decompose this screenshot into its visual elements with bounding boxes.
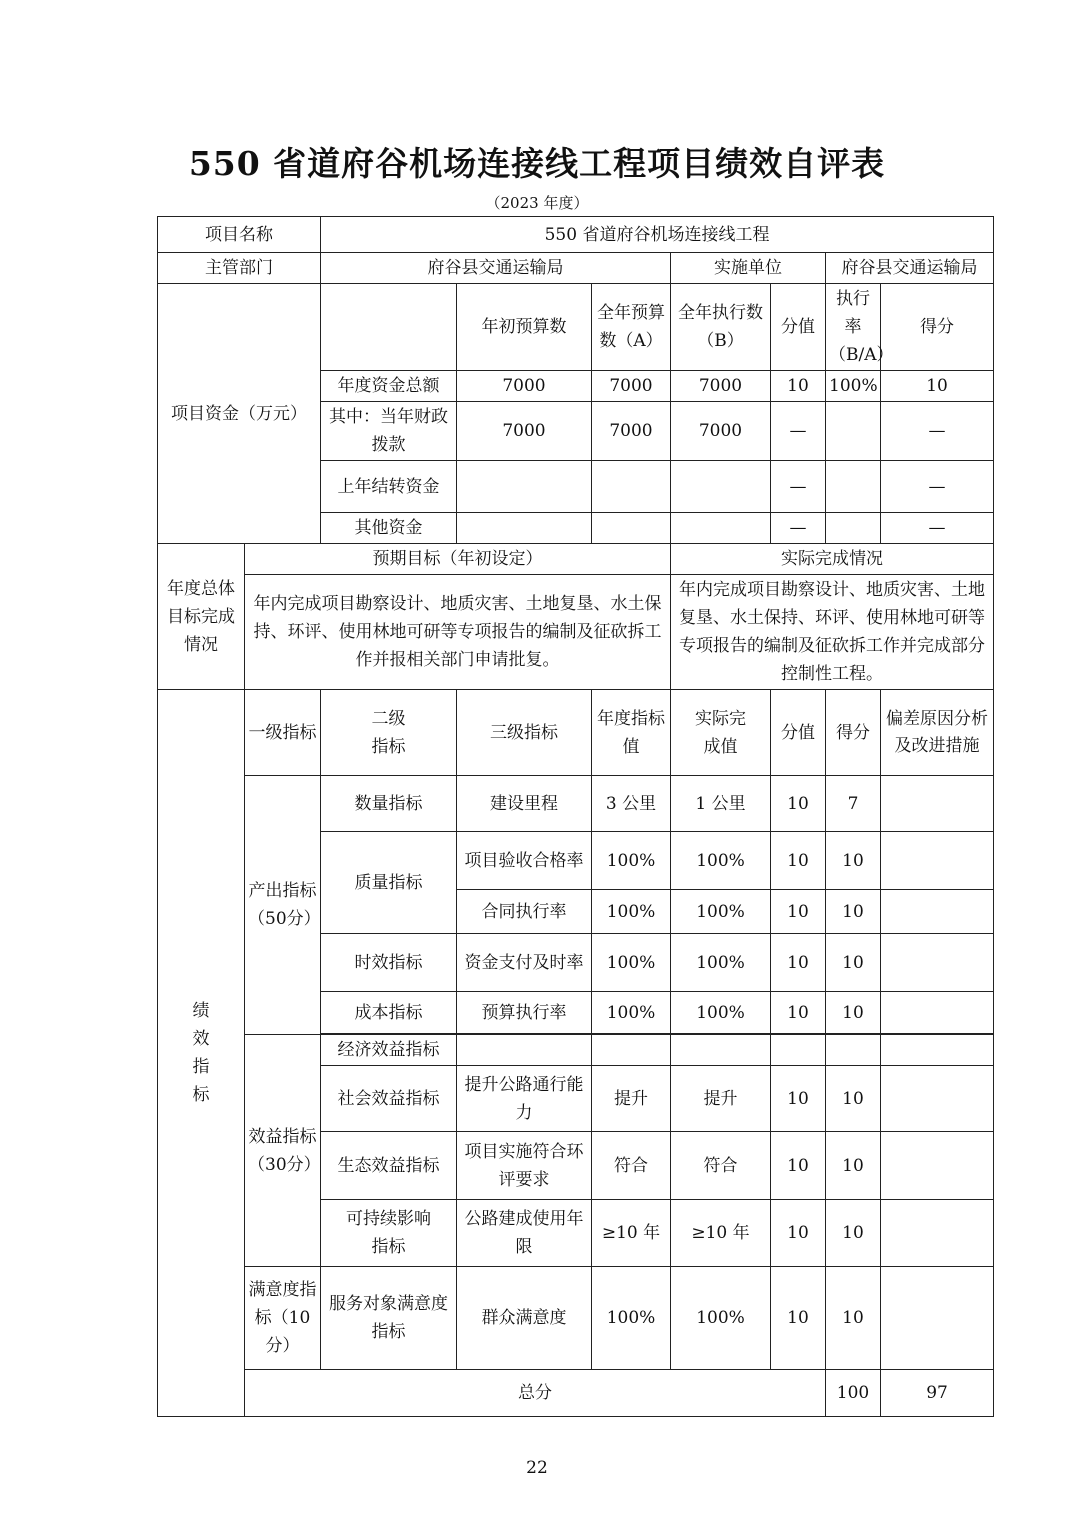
indicator-row	[158, 1035, 994, 1066]
actual-cell	[671, 1035, 771, 1066]
score-value-cell: 10	[771, 1267, 826, 1370]
level2-cell: 生态效益指标	[321, 1132, 457, 1200]
funds-header-score-value: 分值	[771, 284, 826, 371]
satisfaction-indicator-label: 满意度指标（10分）	[245, 1267, 321, 1370]
score-cell: 10	[826, 1132, 881, 1200]
actual-cell: 100%	[671, 890, 771, 934]
funds-row-score-value: —	[771, 513, 826, 544]
funds-row-executed	[671, 513, 771, 544]
funds-row-score: —	[881, 513, 994, 544]
level2-cell: 数量指标	[321, 776, 457, 832]
funds-header-blank	[321, 284, 457, 371]
target-cell: ≥10 年	[592, 1200, 671, 1267]
actual-cell: 100%	[671, 934, 771, 992]
funds-row-executed	[671, 461, 771, 513]
score-value-cell: 10	[771, 1066, 826, 1132]
project-name-row	[158, 217, 994, 253]
funds-header-executed: 全年执行数（B）	[671, 284, 771, 371]
score-value-cell: 10	[771, 934, 826, 992]
funds-row-score: —	[881, 402, 994, 461]
level3-cell: 建设里程	[457, 776, 592, 832]
deviation-cell	[881, 1267, 994, 1370]
score-cell: 10	[826, 1267, 881, 1370]
funds-row-score: 10	[881, 371, 994, 402]
score-value-cell: 10	[771, 776, 826, 832]
target-cell: 100%	[592, 1267, 671, 1370]
goals-expected-header: 预期目标（年初设定）	[245, 544, 671, 575]
score-cell: 10	[826, 1066, 881, 1132]
goals-label: 年度总体目标完成情况	[158, 544, 245, 690]
funds-row-executed: 7000	[671, 402, 771, 461]
report-year: （2023 年度）	[485, 194, 589, 212]
deviation-cell	[881, 890, 994, 934]
funds-row-name: 其他资金	[321, 513, 457, 544]
actual-cell: 符合	[671, 1132, 771, 1200]
deviation-cell	[881, 992, 994, 1034]
funds-row-score: —	[881, 461, 994, 513]
funds-row-initial: 7000	[457, 402, 592, 461]
goals-expected-text: 年内完成项目勘察设计、地质灾害、土地复垦、水土保持、环评、使用林地可研等专项报告的编制及征砍拆工作并报相关部门申请批复。	[245, 575, 671, 690]
header-deviation: 偏差原因分析及改进措施	[881, 690, 994, 776]
funds-row-name: 年度资金总额	[321, 371, 457, 402]
funds-header-annual: 全年预算数（A）	[592, 284, 671, 371]
total-label: 总分	[245, 1370, 826, 1417]
level3-cell	[457, 1035, 592, 1066]
funds-row-name: 其中：当年财政拨款	[321, 402, 457, 461]
funds-row-executed: 7000	[671, 371, 771, 402]
target-cell: 提升	[592, 1066, 671, 1132]
department-row	[158, 253, 994, 284]
funds-row-annual	[592, 461, 671, 513]
funds-row-annual: 7000	[592, 371, 671, 402]
funds-row-annual: 7000	[592, 402, 671, 461]
deviation-cell	[881, 1035, 994, 1066]
level3-cell: 预算执行率	[457, 992, 592, 1034]
output-indicator-label: 产出指标（50分）	[245, 776, 321, 1035]
deviation-cell	[881, 934, 994, 992]
level2-cell: 成本指标	[321, 992, 457, 1034]
deviation-cell	[881, 1132, 994, 1200]
score-cell: 7	[826, 776, 881, 832]
target-cell	[592, 1035, 671, 1066]
score-cell: 10	[826, 992, 881, 1034]
goals-actual-header: 实际完成情况	[671, 544, 994, 575]
target-cell: 符合	[592, 1132, 671, 1200]
funds-row-annual	[592, 513, 671, 544]
level3-cell: 提升公路通行能力	[457, 1066, 592, 1132]
level3-cell: 群众满意度	[457, 1267, 592, 1370]
score-value-cell: 10	[771, 1132, 826, 1200]
target-cell: 100%	[592, 934, 671, 992]
target-cell: 100%	[592, 890, 671, 934]
level3-cell: 项目验收合格率	[457, 832, 592, 890]
deviation-cell	[881, 776, 994, 832]
level2-cell: 质量指标	[321, 832, 457, 934]
score-cell: 10	[826, 832, 881, 890]
funds-row-score-value: 10	[771, 371, 826, 402]
page-number: 22	[526, 1458, 548, 1478]
level3-cell: 项目实施符合环评要求	[457, 1132, 592, 1200]
funds-row-rate: 100%	[826, 371, 881, 402]
project-name-label: 项目名称	[158, 217, 321, 253]
level3-cell: 资金支付及时率	[457, 934, 592, 992]
funds-header-rate: 执行率（B/A）	[826, 284, 881, 371]
funds-header-score: 得分	[881, 284, 994, 371]
header-actual: 实际完成值	[671, 690, 771, 776]
funds-row-rate	[826, 513, 881, 544]
actual-cell: 提升	[671, 1066, 771, 1132]
target-cell: 3 公里	[592, 776, 671, 832]
actual-cell: 1 公里	[671, 776, 771, 832]
evaluation-table	[157, 216, 994, 1417]
goals-header-row	[158, 544, 994, 575]
project-name-value: 550 省道府谷机场连接线工程	[321, 217, 994, 253]
department-label: 主管部门	[158, 253, 321, 284]
funds-row-initial	[457, 461, 592, 513]
goals-actual-text: 年内完成项目勘察设计、地质灾害、土地复垦、水土保持、环评、使用林地可研等专项报告的编制及征砍拆工作并完成部分控制性工程。	[671, 575, 994, 690]
goals-content-row	[158, 575, 994, 690]
level2-cell: 服务对象满意度指标	[321, 1267, 457, 1370]
score-value-cell: 10	[771, 890, 826, 934]
score-value-cell: 10	[771, 832, 826, 890]
deviation-cell	[881, 832, 994, 890]
actual-cell: 100%	[671, 992, 771, 1034]
level2-cell: 社会效益指标	[321, 1066, 457, 1132]
header-level1: 一级指标	[245, 690, 321, 776]
funds-row-rate	[826, 461, 881, 513]
level3-cell: 公路建成使用年限	[457, 1200, 592, 1267]
funds-row-score-value: —	[771, 461, 826, 513]
header-level2: 二级指标	[321, 690, 457, 776]
page-title: 550 省道府谷机场连接线工程项目绩效自评表	[188, 144, 886, 183]
funds-row-initial: 7000	[457, 371, 592, 402]
indicator-row	[158, 776, 994, 832]
score-cell: 10	[826, 1200, 881, 1267]
target-cell: 100%	[592, 992, 671, 1034]
implementing-unit-value: 府谷县交通运输局	[826, 253, 994, 284]
level2-cell: 时效指标	[321, 934, 457, 992]
score-cell	[826, 1035, 881, 1066]
implementing-unit-label: 实施单位	[671, 253, 826, 284]
score-value-cell	[771, 1035, 826, 1066]
performance-label: 绩效指标	[158, 690, 245, 1417]
level2-cell: 可持续影响指标	[321, 1200, 457, 1267]
funds-label: 项目资金（万元）	[158, 284, 321, 544]
total-score: 97	[881, 1370, 994, 1417]
header-score-value: 分值	[771, 690, 826, 776]
funds-row-name: 上年结转资金	[321, 461, 457, 513]
actual-cell: 100%	[671, 832, 771, 890]
benefit-indicator-label: 效益指标（30分）	[245, 1035, 321, 1267]
target-cell: 100%	[592, 832, 671, 890]
score-value-cell: 10	[771, 992, 826, 1034]
level2-cell: 经济效益指标	[321, 1035, 457, 1066]
total-row	[158, 1370, 994, 1417]
level3-cell: 合同执行率	[457, 890, 592, 934]
funds-row-rate	[826, 402, 881, 461]
header-level3: 三级指标	[457, 690, 592, 776]
actual-cell: ≥10 年	[671, 1200, 771, 1267]
department-value: 府谷县交通运输局	[321, 253, 671, 284]
score-value-cell: 10	[771, 1200, 826, 1267]
score-cell: 10	[826, 934, 881, 992]
actual-cell: 100%	[671, 1267, 771, 1370]
funds-header-initial: 年初预算数	[457, 284, 592, 371]
funds-row-score-value: —	[771, 402, 826, 461]
performance-header-row	[158, 690, 994, 776]
deviation-cell	[881, 1200, 994, 1267]
header-target: 年度指标值	[592, 690, 671, 776]
score-cell: 10	[826, 890, 881, 934]
total-value: 100	[826, 1370, 881, 1417]
deviation-cell	[881, 1066, 994, 1132]
funds-header-row	[158, 284, 994, 371]
header-score: 得分	[826, 690, 881, 776]
indicator-row	[158, 1267, 994, 1370]
funds-row-initial	[457, 513, 592, 544]
